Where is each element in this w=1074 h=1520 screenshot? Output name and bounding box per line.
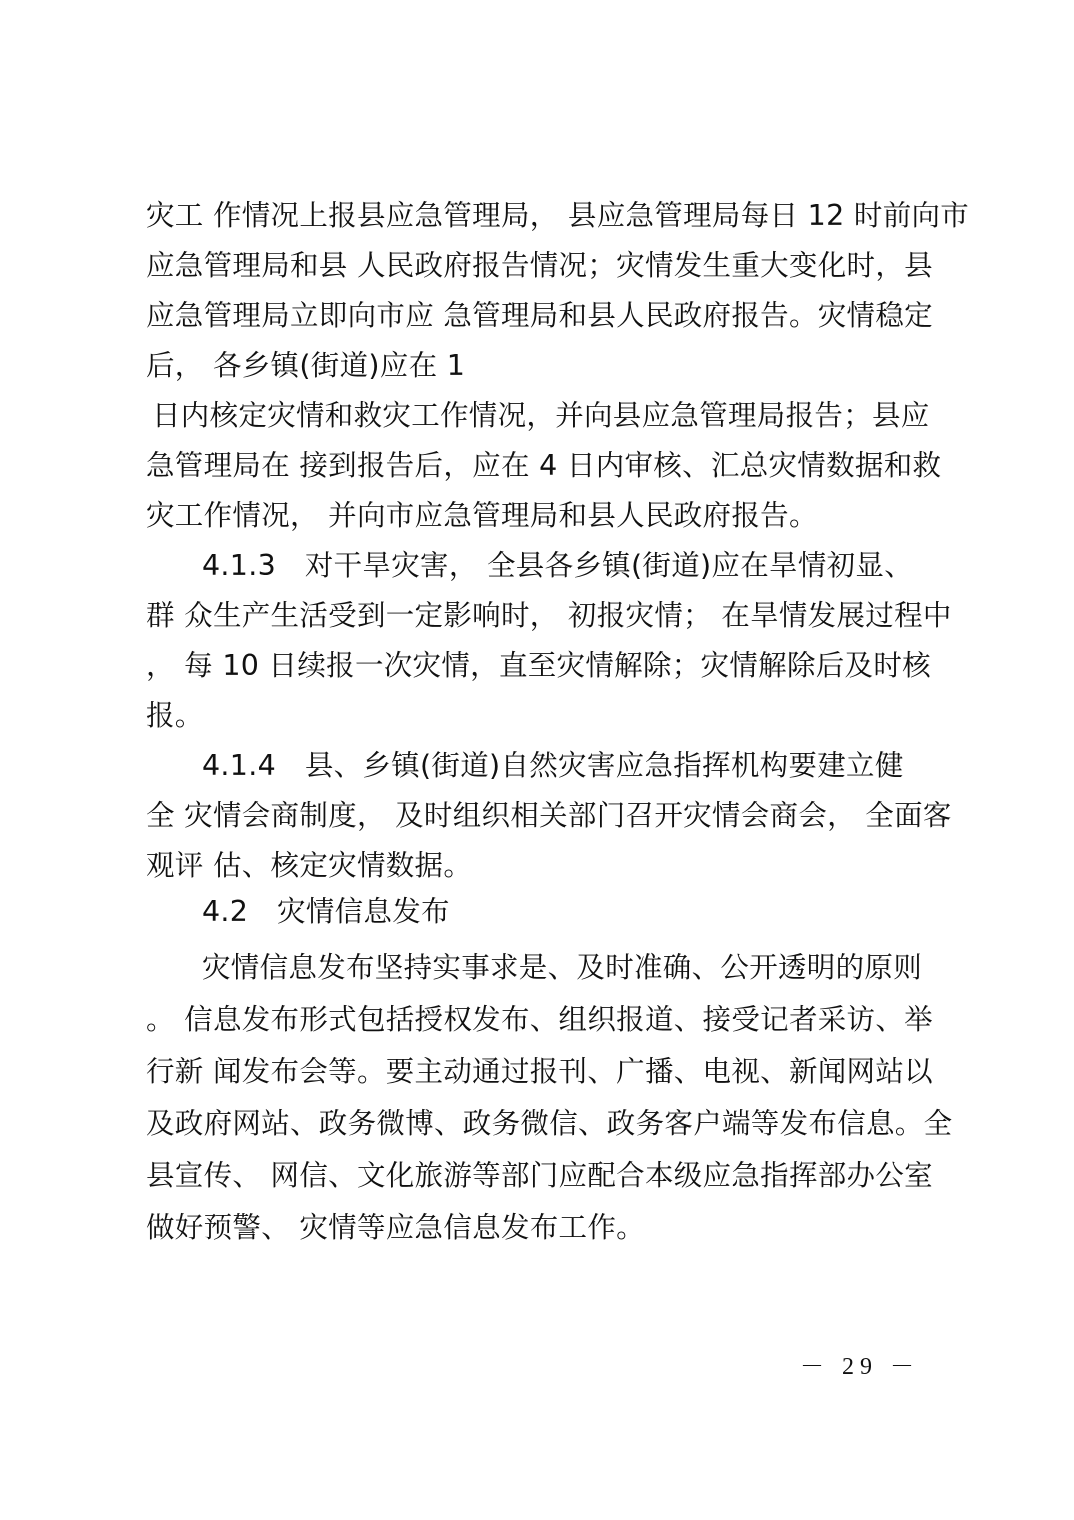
text-line: 应急管理局和县 人民政府报告情况；灾情发生重大变化时，县 xyxy=(146,249,933,282)
text-line: 群 众生产生活受到一定影响时， 初报灾情； 在旱情发展过程中 xyxy=(146,599,952,632)
text-line: 做好预警、 灾情等应急信息发布工作。 xyxy=(146,1211,645,1244)
text-line: 灾工作情况， 并向市应急管理局和县人民政府报告。 xyxy=(146,499,818,532)
text-line: 观评 估、核定灾情数据。 xyxy=(146,849,473,882)
text-line: 日内核定灾情和救灾工作情况，并向县应急管理局报告；县应 xyxy=(152,399,930,432)
text-line: 。 信息发布形式包括授权发布、组织报道、接受记者采访、举 xyxy=(146,1003,933,1036)
text-line: 全 灾情会商制度， 及时组织相关部门召开灾情会商会， 全面客 xyxy=(146,799,952,832)
text-line: 后， 各乡镇(街道)应在 1 xyxy=(146,349,466,382)
text-line: 应急管理局立即向市应 急管理局和县人民政府报告。灾情稳定 xyxy=(146,299,933,332)
text-line: 灾工 作情况上报县应急管理局， 县应急管理局每日 12 时前向市 xyxy=(146,199,970,232)
text-line: 及政府网站、政务微博、政务微信、政务客户端等发布信息。全 xyxy=(146,1107,953,1140)
text-line: 急管理局在 接到报告后，应在 4 日内审核、汇总灾情数据和救 xyxy=(146,449,942,482)
page-number: － 29 － xyxy=(800,1354,920,1380)
section-heading-4-1-3: 4.1.3 对干旱灾害， 全县各乡镇(街道)应在旱情初显、 xyxy=(202,549,914,582)
paragraph-start-line: 灾情信息发布坚持实事求是、及时准确、公开透明的原则 xyxy=(202,951,923,984)
text-line: 报。 xyxy=(146,699,204,732)
section-heading-4-1-4: 4.1.4 县、乡镇(街道)自然灾害应急指挥机构要建立健 xyxy=(202,749,904,782)
text-line: 县宣传、 网信、文化旅游等部门应配合本级应急指挥部办公室 xyxy=(146,1159,933,1192)
text-line: 行新 闻发布会等。要主动通过报刊、广播、电视、新闻网站以 xyxy=(146,1055,933,1088)
section-heading-4-2: 4.2 灾情信息发布 xyxy=(202,895,450,928)
text-line: ， 每 10 日续报一次灾情，直至灾情解除；灾情解除后及时核 xyxy=(146,649,931,682)
